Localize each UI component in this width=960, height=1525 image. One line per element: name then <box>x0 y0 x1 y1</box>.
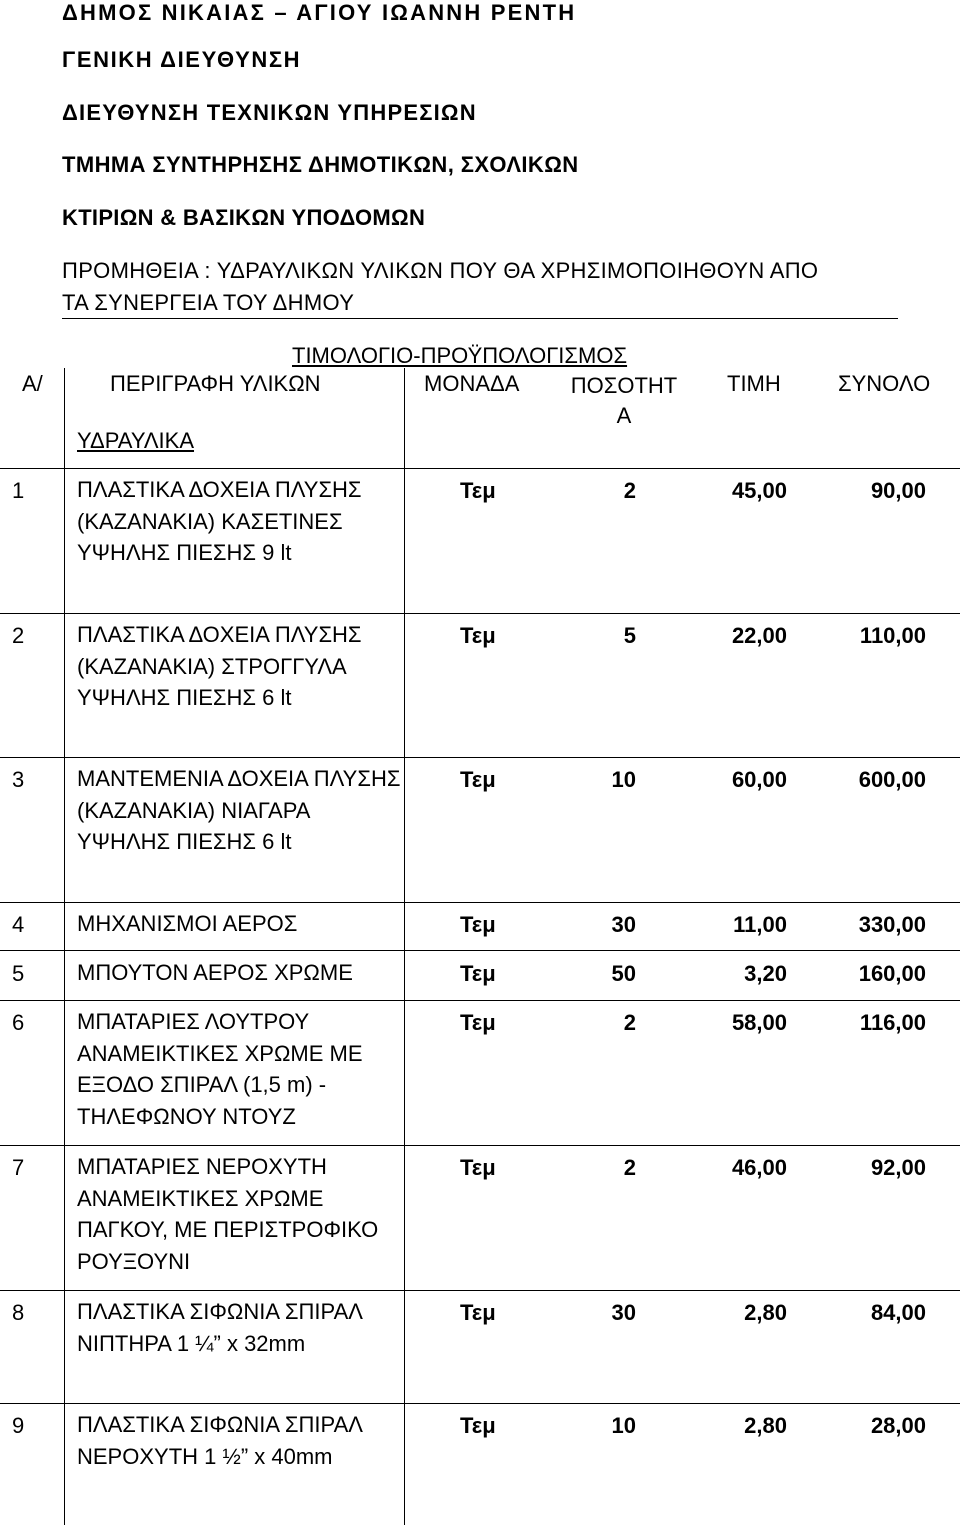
row-number: 4 <box>12 912 25 937</box>
row-unit: Τεμ <box>460 961 496 986</box>
row-price: 3,20 <box>744 961 787 986</box>
row-number: 3 <box>12 767 25 792</box>
row-divider <box>0 468 960 469</box>
row-total: 84,00 <box>870 1300 926 1325</box>
column-header-description: ΠΕΡΙΓΡΑΦΗ ΥΛΙΚΩΝ <box>110 371 321 396</box>
row-unit: Τεμ <box>460 1300 496 1325</box>
row-price: 58,00 <box>731 1010 787 1035</box>
row-total: 28,00 <box>870 1413 926 1438</box>
row-quantity: 2 <box>623 478 636 503</box>
row-unit: Τεμ <box>460 623 496 648</box>
row-divider <box>0 757 960 758</box>
row-total: 600,00 <box>858 767 926 792</box>
row-quantity: 5 <box>623 623 636 648</box>
row-number: 8 <box>12 1300 25 1325</box>
row-number: 1 <box>12 478 25 503</box>
column-divider <box>404 368 405 1525</box>
row-price: 2,80 <box>744 1413 787 1438</box>
department-line-1: ΤΜΗΜΑ ΣΥΝΤΗΡΗΣΗΣ ΔΗΜΟΤΙΚΩΝ, ΣΧΟΛΙΚΩΝ <box>62 152 579 177</box>
row-description: ΠΛΑΣΤΙΚΑ ΔΟΧΕΙΑ ΠΛΥΣΗΣ (ΚΑΖΑΝΑΚΙΑ) ΚΑΣΕΤΙΝΕΣ ΥΨΗΛΗΣ ΠΙΕΣΗΣ 9 lt <box>77 477 362 566</box>
column-header-quantity: ΠΟΣΟΤΗΤ Α <box>570 373 678 428</box>
row-unit: Τεμ <box>460 1010 496 1035</box>
procurement-line-2: ΤΑ ΣΥΝΕΡΓΕΙΑ ΤΟΥ ΔΗΜΟΥ <box>62 290 355 315</box>
row-price: 46,00 <box>731 1155 787 1180</box>
row-total: 92,00 <box>870 1155 926 1180</box>
row-divider <box>0 613 960 614</box>
row-price: 22,00 <box>731 623 787 648</box>
row-quantity: 30 <box>611 912 636 937</box>
row-quantity: 10 <box>611 767 636 792</box>
row-divider <box>0 1145 960 1146</box>
directorate: ΔΙΕΥΘΥΝΣΗ ΤΕΧΝΙΚΩΝ ΥΠΗΡΕΣΙΩΝ <box>62 100 477 125</box>
column-header-total: ΣΥΝΟΛΟ <box>838 371 931 396</box>
row-unit: Τεμ <box>460 1413 496 1438</box>
category-label: ΥΔΡΑΥΛΙΚΑ <box>77 428 195 453</box>
municipality-title: ΔΗΜΟΣ ΝΙΚΑΙΑΣ – ΑΓΙΟΥ ΙΩΑΝΝΗ ΡΕΝΤΗ <box>62 0 577 25</box>
row-unit: Τεμ <box>460 912 496 937</box>
row-description: ΠΛΑΣΤΙΚΑ ΣΙΦΩΝΙΑ ΣΠΙΡΑΛ ΝΕΡΟΧΥΤΗ 1 ½” x 40mm <box>77 1412 362 1469</box>
row-divider <box>0 950 960 951</box>
row-description: ΠΛΑΣΤΙΚΑ ΔΟΧΕΙΑ ΠΛΥΣΗΣ (ΚΑΖΑΝΑΚΙΑ) ΣΤΡΟΓΓΥΛΑ ΥΨΗΛΗΣ ΠΙΕΣΗΣ 6 lt <box>77 622 362 711</box>
row-quantity: 50 <box>611 961 636 986</box>
row-total: 116,00 <box>859 1010 926 1035</box>
row-description: ΜΑΝΤΕΜΕΝΙΑ ΔΟΧΕΙΑ ΠΛΥΣΗΣ (ΚΑΖΑΝΑΚΙΑ) ΝΙΑΓΑΡΑ ΥΨΗΛΗΣ ΠΙΕΣΗΣ 6 lt <box>77 766 401 855</box>
row-number: 7 <box>12 1155 25 1180</box>
column-header-price: ΤΙΜΗ <box>727 371 781 396</box>
row-price: 60,00 <box>731 767 787 792</box>
row-number: 2 <box>12 623 25 648</box>
row-total: 330,00 <box>858 912 926 937</box>
department-line-2: ΚΤΙΡΙΩΝ & ΒΑΣΙΚΩΝ ΥΠΟΔΟΜΩΝ <box>62 205 426 230</box>
row-divider <box>0 902 960 903</box>
row-divider <box>0 1290 960 1291</box>
general-directorate: ΓΕΝΙΚΗ ΔΙΕΥΘΥΝΣΗ <box>62 47 302 72</box>
row-quantity: 2 <box>623 1155 636 1180</box>
row-price: 45,00 <box>731 478 787 503</box>
row-number: 5 <box>12 961 25 986</box>
row-quantity: 2 <box>623 1010 636 1035</box>
row-total: 90,00 <box>870 478 926 503</box>
row-total: 160,00 <box>858 961 926 986</box>
row-description: ΜΠΑΤΑΡΙΕΣ ΛΟΥΤΡΟΥ ΑΝΑΜΕΙΚΤΙΚΕΣ ΧΡΩΜΕ ΜΕ ΕΞΟΔΟ ΣΠΙΡΑΛ (1,5 m) - ΤΗΛΕΦΩΝΟΥ ΝΤΟΥΖ <box>77 1009 363 1130</box>
table-title: ΤΙΜΟΛΟΓΙΟ-ΠΡΟΫΠΟΛΟΓΙΣΜΟΣ <box>292 343 628 368</box>
column-header-aa: Α/ <box>22 371 43 396</box>
row-price: 11,00 <box>733 912 787 937</box>
column-header-unit: ΜΟΝΑΔΑ <box>424 371 520 396</box>
row-description: ΜΠΑΤΑΡΙΕΣ ΝΕΡΟΧΥΤΗ ΑΝΑΜΕΙΚΤΙΚΕΣ ΧΡΩΜΕ ΠΑΓΚΟΥ, ΜΕ ΠΕΡΙΣΤΡΟΦΙΚΟ ΡΟΥΞΟΥΝΙ <box>77 1154 379 1275</box>
row-number: 9 <box>12 1413 25 1438</box>
row-unit: Τεμ <box>460 478 496 503</box>
row-number: 6 <box>12 1010 25 1035</box>
row-divider <box>0 1403 960 1404</box>
row-divider <box>0 1000 960 1001</box>
row-unit: Τεμ <box>460 1155 496 1180</box>
procurement-line-1: ΠΡΟΜΗΘΕΙΑ : ΥΔΡΑΥΛΙΚΩΝ ΥΛΙΚΩΝ ΠΟΥ ΘΑ ΧΡΗΣΙΜΟΠΟΙΗΘΟΥΝ ΑΠΟ <box>62 258 819 283</box>
row-total: 110,00 <box>859 623 926 648</box>
row-unit: Τεμ <box>460 767 496 792</box>
column-divider <box>64 368 65 1525</box>
header-divider <box>62 318 898 319</box>
row-description: ΜΠΟΥΤΟΝ ΑΕΡΟΣ ΧΡΩΜΕ <box>77 960 353 985</box>
row-quantity: 30 <box>611 1300 636 1325</box>
row-description: ΜΗΧΑΝΙΣΜΟΙ ΑΕΡΟΣ <box>77 911 298 936</box>
row-quantity: 10 <box>611 1413 636 1438</box>
row-price: 2,80 <box>744 1300 787 1325</box>
row-description: ΠΛΑΣΤΙΚΑ ΣΙΦΩΝΙΑ ΣΠΙΡΑΛ ΝΙΠΤΗΡΑ 1 ¼” x 32mm <box>77 1299 362 1356</box>
